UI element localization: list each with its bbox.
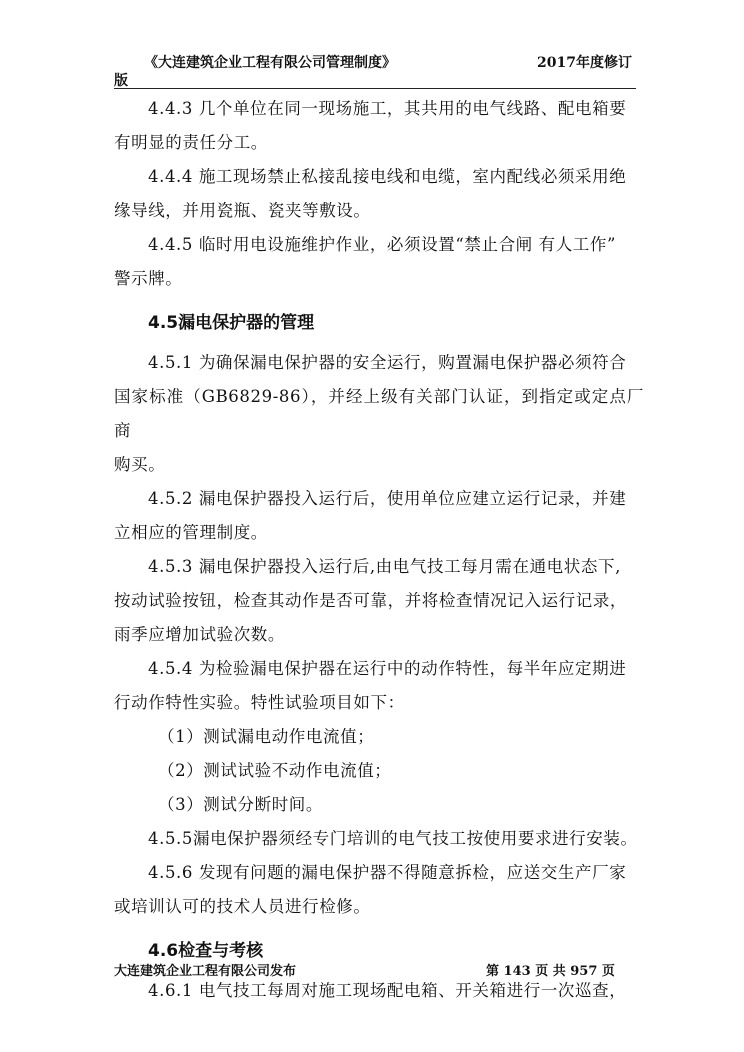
document-body: [114, 92, 644, 1008]
paragraph-4-4-3-line1: 4.4.3 几个单位在同一现场施工，其共用的电气线路、配电箱要: [148, 99, 627, 118]
paragraph-4-5-3-line2: 按动试验按钮，检查其动作是否可靠，并将检查情况记入运行记录，: [114, 591, 627, 610]
paragraph-4-5-1-line1: 4.5.1 为确保漏电保护器的安全运行，购置漏电保护器必须符合: [148, 353, 627, 372]
paragraph-4-5-6-line1: 4.5.6 发现有问题的漏电保护器不得随意拆检，应送交生产厂家: [148, 863, 627, 882]
footer-page-number: 第 143 页 共 957 页: [486, 964, 615, 979]
paragraph-4-4-4-line2: 缘导线，并用瓷瓶、瓷夹等敷设。: [114, 201, 371, 220]
paragraph-4-6-1-line1: 4.6.1 电气技工每周对施工现场配电箱、开关箱进行一次巡查，: [148, 981, 627, 1000]
paragraph-4-4-5-line2: 警示牌。: [114, 269, 183, 288]
paragraph-4-5-3-line1: 4.5.3 漏电保护器投入运行后,由电气技工每月需在通电状态下,: [148, 557, 621, 576]
header-edition-tail: 版: [114, 73, 128, 89]
paragraph-4-5-2-line2: 立相应的管理制度。: [114, 523, 268, 542]
paragraph-4-5-6-line2: 或培训认可的技术人员进行检修。: [114, 897, 371, 916]
paragraph-4-5-2-line1: 4.5.2 漏电保护器投入运行后，使用单位应建立运行记录，并建: [148, 489, 627, 508]
header-edition: 2017年度修订: [537, 55, 632, 71]
list-item: （1）测试漏电动作电流值；: [158, 727, 375, 746]
paragraph-4-4-5-line1: 4.4.5 临时用电设施维护作业，必须设置“禁止合闸 有人工作”: [148, 235, 617, 254]
paragraph-4-5-1-line2: 国家标准（GB6829-86），并经上级有关部门认证，到指定或定点厂商: [114, 387, 644, 440]
footer-publisher: 大连建筑企业工程有限公司发布: [114, 964, 297, 979]
header-title: 《大连建筑企业工程有限公司管理制度》: [144, 55, 396, 71]
paragraph-4-4-3-line2: 有明显的责任分工。: [114, 133, 268, 152]
paragraph-4-5-5: 4.5.5漏电保护器须经专门培训的电气技工按使用要求进行安装。: [148, 829, 638, 848]
section-heading-4-5: 4.5漏电保护器的管理: [148, 313, 315, 333]
paragraph-4-5-4-line1: 4.5.4 为检验漏电保护器在运行中的动作特性，每半年应定期进: [148, 659, 627, 678]
paragraph-4-5-4-line2: 行动作特性实验。特性试验项目如下：: [114, 693, 405, 712]
paragraph-4-5-1-line3: 购买。: [114, 455, 166, 474]
list-item: （2）测试试验不动作电流值；: [158, 761, 392, 780]
paragraph-4-4-4-line1: 4.4.4 施工现场禁止私接乱接电线和电缆，室内配线必须采用绝: [148, 167, 627, 186]
section-heading-4-6: 4.6检查与考核: [148, 941, 264, 961]
list-item: （3）测试分断时间。: [158, 795, 323, 814]
page-header: [114, 52, 636, 89]
paragraph-4-5-3-line3: 雨季应增加试验次数。: [114, 625, 285, 644]
